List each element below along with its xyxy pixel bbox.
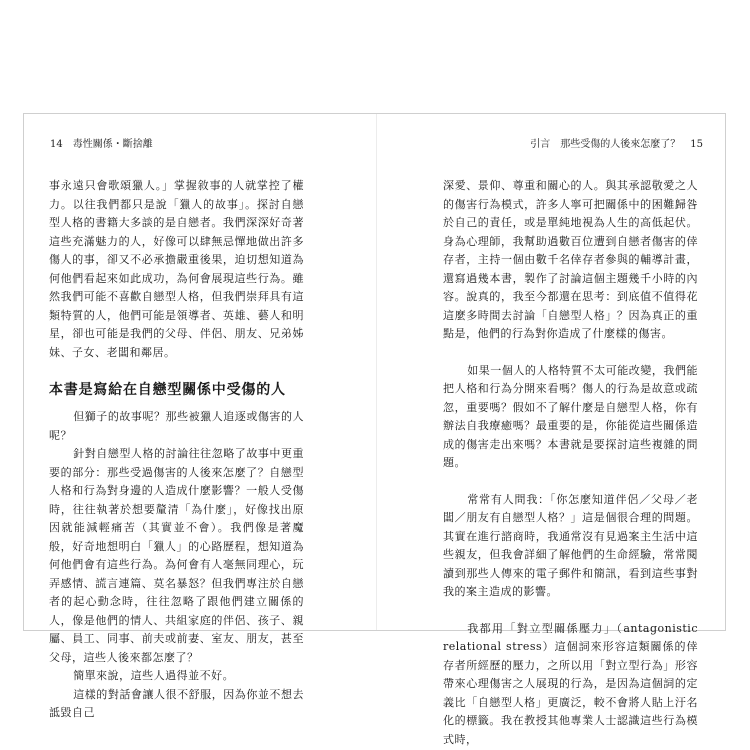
left-page-body bbox=[49, 177, 304, 723]
right-page-body bbox=[443, 177, 698, 749]
paragraph: 我都用「對立型關係壓力」（antagonistic relational stress）這個詞來形容這類關係的倖存者所經歷的壓力，之所以用「對立型行為」形容帶來心理傷害之人展現的行為，是因為這個詞的定義比「自戀型人格」更廣泛，較不會將人貼上汙名化的標籤。我在教授其他專業人士認識這些行為模式時， bbox=[443, 621, 698, 746]
paragraph: 事永遠只會歌頌獵人。」掌握敘事的人就掌控了權力。以往我們都只是說「獵人的故事」。探討自戀型人格的書籍大多談的是自戀者。我們深深好奇著這些充滿魅力的人，好像可以肆無忌憚地做出許多傷人的事，卻又不必承擔嚴重後果，迫切想知道為何他們看起來如此成功，為何會展現這些行為。雖然我們可能不喜歡自戀型人格，但我們崇拜具有這類特質的人，他們可能是領導者、英雄、藝人和明星，卻也可能是我們的父母、伴侶、朋友、兄弟姊妹、子女、老闆和鄰居。 bbox=[49, 179, 304, 359]
left-page-number: 14 bbox=[50, 139, 63, 150]
paragraph: 簡單來說，這些人過得並不好。 bbox=[73, 669, 235, 682]
paragraph: 但獅子的故事呢？那些被獵人追逐或傷害的人呢？ bbox=[49, 410, 304, 442]
paragraph: 針對自戀型人格的討論往往忽略了故事中更重要的部分：那些受過傷害的人後來怎麼了？自戀型人格和行為對身邊的人造成什麼影響？一般人受傷時，往往執著於想要釐清「為什麼」，好像找出原因就能減輕痛苦（其實並不會）。我們像是著魔般，好奇地想明白「獵人」的心路歷程，想知道為何他們會有這些行為。為何會有人毫無同理心，玩弄感情、謊言連篇、莫名暴怒？但我們專注於自戀者的起心動念時，往往忽略了跟他們建立關係的人，像是他們的情人、共組家庭的伴侶、孩子、親屬、員工、同事、前夫或前妻、室友、朋友，甚至父母，這些人後來都怎麼了？ bbox=[49, 447, 304, 664]
section-heading: 本書是寫給在自戀型關係中受傷的人 bbox=[49, 382, 286, 398]
book-spread bbox=[23, 113, 726, 746]
paragraph: 常常有人問我：「你怎麼知道伴侶／父母／老闆／朋友有自戀型人格？」這是個很合理的問題。其實在進行諮商時，我通常沒有見過案主生活中這些親友，但我會詳細了解他們的生命經驗，常常閱讀到那些人傳來的電子郵件和簡訊，看到這些事對我的案主造成的影響。 bbox=[443, 492, 698, 598]
paragraph: 如果一個人的人格特質不太可能改變，我們能把人格和行為分開來看嗎？傷人的行為是故意或疏忽，重要嗎？假如不了解什麼是自戀型人格，你有辦法自我療癒嗎？最重要的是，你能從這些關係造成的傷害走出來嗎？本書就是要探討這些複雜的問題。 bbox=[443, 363, 698, 469]
left-running-head bbox=[50, 135, 153, 150]
paragraph: 這樣的對話會讓人很不舒服，因為你並不想去詆毀自己 bbox=[49, 687, 304, 719]
right-page-number: 15 bbox=[690, 139, 703, 150]
book-gutter bbox=[376, 114, 377, 630]
right-running-head bbox=[530, 135, 703, 150]
left-book-title: 毒性關係・斷捨離 bbox=[72, 139, 153, 150]
paragraph: 深愛、景仰、尊重和關心的人。與其承認敬愛之人的傷害行為模式，許多人寧可把關係中的困難歸咎於自己的責任，或是單純地視為人生的高低起伏。身為心理師，我幫助過數百位遭到自戀者傷害的倖存者，主持一個由數千名倖存者參與的輔導計畫，還寫過幾本書，製作了討論這個主題幾千小時的內容。說真的，我至今都還在思考：到底值不值得花這麼多時間去討論「自戀型人格」？因為真正的重點是，他們的行為對你造成了什麼樣的傷害。 bbox=[443, 179, 698, 340]
right-chapter-title: 引言 那些受傷的人後來怎麼了？ bbox=[530, 139, 681, 150]
